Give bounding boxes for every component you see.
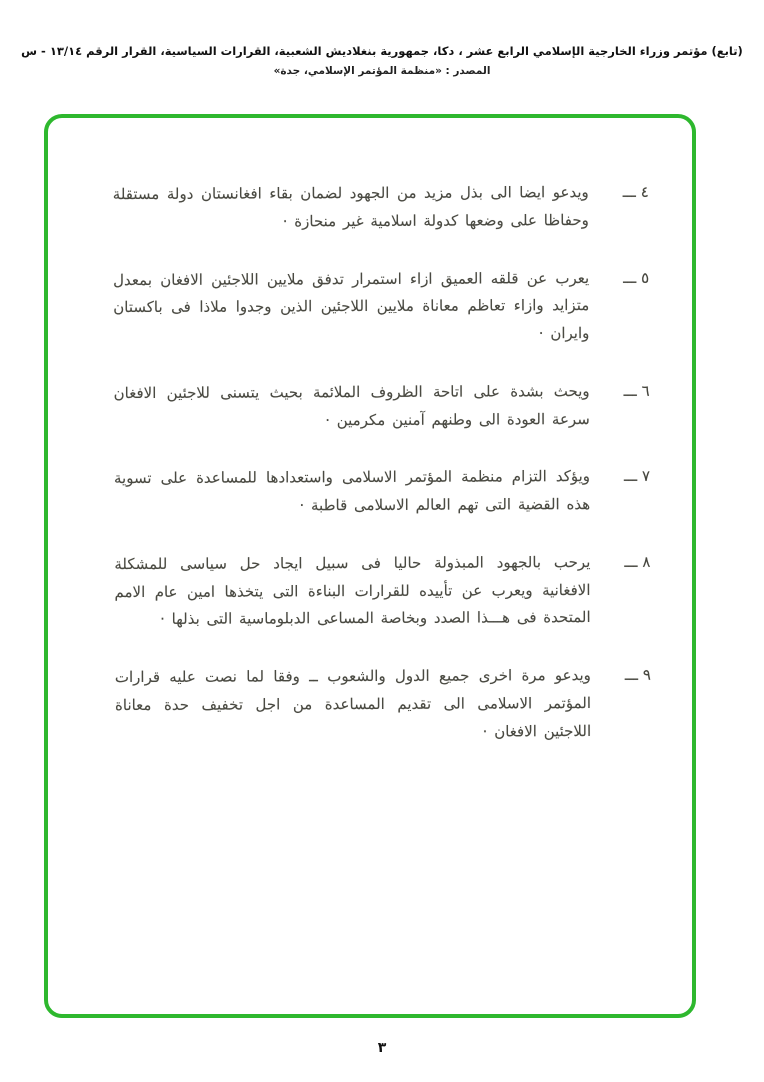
item-text: ويحث بشدة على اتاحة الظروف الملائمة بحيث يتسنى للاجئين الافغان سرعة العودة الى وطنهم آمنين مكرمين · bbox=[113, 381, 590, 429]
page-header bbox=[20, 44, 744, 77]
item-text: ويدعو مرة اخرى جميع الدول والشعوب ــ وفقا لما نصت عليه قرارات المؤتمر الاسلامى الى تقديم المساعدة من اجل تخفيف حدة معاناة اللاجئين الافغان · bbox=[114, 666, 592, 741]
page-number: ٣ bbox=[377, 1040, 387, 1056]
item-text: ويؤكد التزام منظمة المؤتمر الاسلامى واستعدادها للمساعدة على تسوية هذه القضية التى تهم العالم الاسلامى قاطبة · bbox=[113, 467, 591, 515]
resolution-item-7 bbox=[84, 463, 656, 521]
item-number-value: ٥ bbox=[641, 268, 650, 287]
source-line: المصدر : «منظمة المؤتمر الإسلامي، جدة» bbox=[273, 65, 491, 77]
item-text: يرحب بالجهود المبذولة حاليا فى سبيل ايجاد حل سياسى للمشكلة الافغانية ويعرب عن تأييده للقرارات البناءة التى يتخذها امين عام الامم المتحدة فى هـــذا الصدد وبخاصة المساعى الدبلوماسية التى بذلها · bbox=[114, 552, 591, 629]
item-number-value: ٧ bbox=[641, 467, 651, 486]
item-number-dash: ـــ bbox=[623, 381, 637, 400]
item-number-dash: ـــ bbox=[623, 467, 638, 486]
item-number bbox=[591, 662, 657, 746]
resolution-item-6 bbox=[84, 378, 656, 436]
resolution-item-4 bbox=[83, 179, 655, 237]
resolution-item-8 bbox=[84, 549, 656, 635]
item-number-value: ٤ bbox=[640, 182, 649, 201]
item-number-value: ٦ bbox=[641, 381, 650, 400]
item-number bbox=[590, 549, 656, 633]
scanned-document-content bbox=[83, 179, 658, 778]
green-highlight-box bbox=[44, 114, 696, 1018]
resolution-item-5 bbox=[83, 264, 655, 350]
item-number-dash: ـــ bbox=[624, 665, 639, 684]
item-number-dash: ـــ bbox=[624, 552, 638, 571]
item-number bbox=[589, 179, 655, 235]
item-number-dash: ـــ bbox=[622, 182, 636, 201]
item-number bbox=[590, 463, 656, 519]
item-number bbox=[589, 264, 655, 348]
citation-line: (تابع) مؤتمر وزراء الخارجية الإسلامي الرابع عشر ، دكا، جمهورية بنغلاديش الشعبية، القرارات السياسية، القرار الرقم ١٣/١٤ - س bbox=[21, 44, 743, 58]
item-number bbox=[590, 378, 656, 434]
item-text: ويدعو ايضا الى بذل مزيد من الجهود لضمان بقاء افغانستان دولة مستقلة وحفاظا على وضعها كدولة اسلامية غير منحازة · bbox=[112, 183, 589, 231]
item-text: يعرب عن قلقه العميق ازاء استمرار تدفق ملايين اللاجئين الافغان بمعدل متزايد وازاء تعاظم معاناة ملايين اللاجئين الذين وجدوا ملاذا فى باكستان وايران · bbox=[113, 268, 590, 343]
item-number-value: ٨ bbox=[642, 552, 651, 571]
resolution-item-9 bbox=[85, 662, 657, 748]
item-number-value: ٩ bbox=[642, 665, 651, 684]
item-number-dash: ـــ bbox=[623, 268, 637, 287]
